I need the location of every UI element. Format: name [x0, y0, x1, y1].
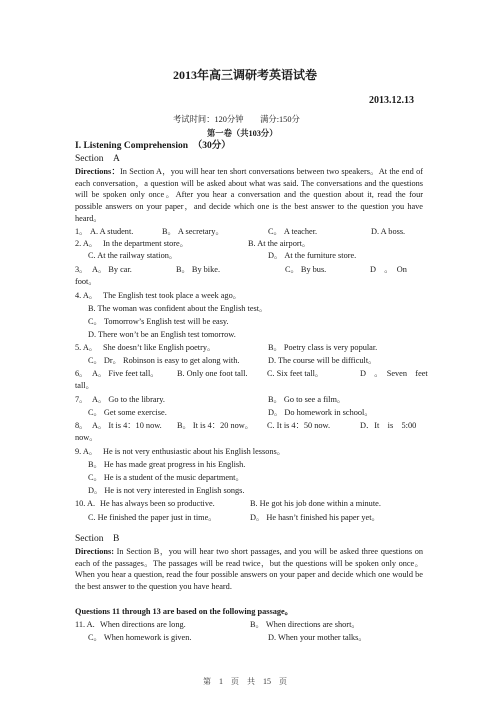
q5-option-c: C。 Dr。 Robinson is easy to get along with. — [88, 356, 240, 365]
q5-option-a: She doesn’t like English poetry。 — [103, 343, 216, 352]
q1-option-d: D. A boss. — [371, 227, 406, 236]
exam-date: 2013.12.13 — [369, 95, 414, 106]
q9-option-d: D。 He is not very interested in English songs. — [88, 486, 245, 495]
q9-option-a: He is not very enthusiastic about his English lessons。 — [103, 447, 286, 456]
q2-option-c: C. At the railway station。 — [88, 251, 178, 260]
q11-option-b: B。 When directions are short。 — [250, 620, 360, 629]
section-b-label: Section B — [75, 534, 120, 544]
q10-option-d: D。 He hasn’t finished his paper yet。 — [250, 513, 380, 522]
section-a-label: Section A — [75, 154, 120, 164]
page-footer: 第 1 页 共 15 页 — [203, 677, 287, 686]
q7-option-b: B。 Go to see a film。 — [268, 395, 346, 404]
q2-option-a: In the department store。 — [103, 239, 189, 248]
q4-number: 4. A。 — [75, 291, 98, 300]
q6-option-a: A。 Five feet tall。 — [92, 369, 159, 378]
q11-number: 11. A. — [75, 620, 95, 629]
q10-option-b: B. He got his job done within a minute. — [250, 499, 381, 508]
q1-option-b: B。 A secretary。 — [162, 227, 224, 236]
q11-option-d: D. When your mother talks。 — [268, 633, 367, 642]
q7-number: 7。 — [75, 395, 88, 404]
q9-option-c: C。 He is a student of the music department。 — [88, 473, 244, 482]
q6-number: 6。 — [75, 369, 88, 378]
directions-b-text: In Section B，you will hear two short passages, and you will be asked three questions on each of the passages。The passages will be read twice，but the questions will be spoken only once。When you hear a question, read the four possible answers on your paper and decide which one would be the best answer to the question you have heard. — [75, 547, 423, 592]
question-group-heading: Questions 11 through 13 are based on the following passage。 — [75, 607, 293, 616]
q7-option-c: C。 Get some exercise. — [88, 408, 167, 417]
q6-option-d: D 。 Seven feet — [360, 369, 428, 378]
q10-option-a: He has always been so productive. — [100, 499, 215, 508]
q2-option-d: D。 At the furniture store. — [268, 251, 357, 260]
directions-text: In Section A，you will hear ten short conversations between two speakers。At the end of each conversation，a question will be asked about what was said. The conversations and the questions will be spoken only once。After you hear a conversation and the question about it, read the four possible answers on your paper，and decide which one is the best answer to the question you have heard。 — [75, 167, 423, 223]
q8-option-d: D．It is 5:00 — [360, 421, 417, 430]
section-a-directions — [75, 166, 423, 225]
q3-option-d: D 。 On — [370, 265, 407, 274]
q3-option-d-wrap: foot。 — [75, 277, 97, 286]
q1-option-a: A. A student. — [90, 227, 134, 236]
q2-number: 2. A。 — [75, 239, 98, 248]
q2-option-b: B. At the airport。 — [248, 239, 311, 248]
q10-option-c: C. He finished the paper just in time。 — [88, 513, 217, 522]
q8-option-a: A。 It is 4：10 now. — [92, 421, 162, 430]
q1-option-c: C。 A teacher. — [268, 227, 318, 236]
section-b-directions — [75, 546, 423, 593]
q8-option-c: C. It is 4：50 now. — [267, 421, 331, 430]
q8-option-d-wrap: now。 — [75, 433, 98, 442]
q6-option-d-wrap: tall。 — [75, 381, 94, 390]
exam-title: 2013年高三调研考英语试卷 — [173, 68, 318, 82]
q4-option-c: C。 Tomorrow’s English test will be easy. — [88, 317, 229, 326]
q3-option-b: B。 By bike. — [176, 265, 221, 274]
q10-number: 10. A. — [75, 499, 96, 508]
q5-option-b: B。 Poetry class is very popular. — [268, 343, 378, 352]
q4-option-b: B. The woman was confident about the English test。 — [88, 304, 268, 313]
q11-option-c: C。 When homework is given. — [88, 633, 192, 642]
q4-option-d: D. There won’t be an English test tomorrow. — [88, 330, 236, 339]
q7-option-a: A。 Go to the library. — [92, 395, 165, 404]
q8-number: 8。 — [75, 421, 88, 430]
q3-number: 3。 — [75, 265, 88, 274]
q7-option-d: D。 Do homework in school。 — [268, 408, 373, 417]
q6-option-b: B. Only one foot tall. — [177, 369, 248, 378]
q5-option-d: D. The course will be difficult。 — [268, 356, 377, 365]
part-heading: I. Listening Comprehension （30分） — [75, 141, 231, 151]
q3-option-a: A。 By car. — [92, 265, 132, 274]
q4-option-a: The English test took place a week ago。 — [103, 291, 242, 300]
directions-label: Directions： — [75, 167, 121, 176]
directions-b-label: Directions: — [75, 547, 115, 556]
q11-option-a: When directions are long. — [100, 620, 186, 629]
q9-option-b: B。 He has made great progress in his English. — [88, 460, 246, 469]
q9-number: 9. A。 — [75, 447, 98, 456]
q8-option-b: B。 It is 4：20 now。 — [177, 421, 254, 430]
volume-heading: 第一卷（共103分） — [207, 129, 278, 138]
q5-number: 5. A。 — [75, 343, 98, 352]
q6-option-c: C. Six feet tall。 — [267, 369, 324, 378]
q3-option-c: C。 By bus. — [285, 265, 327, 274]
q1-number: 1。 — [75, 227, 88, 236]
exam-info: 考试时间：120分钟 满分:150分 — [173, 115, 300, 124]
